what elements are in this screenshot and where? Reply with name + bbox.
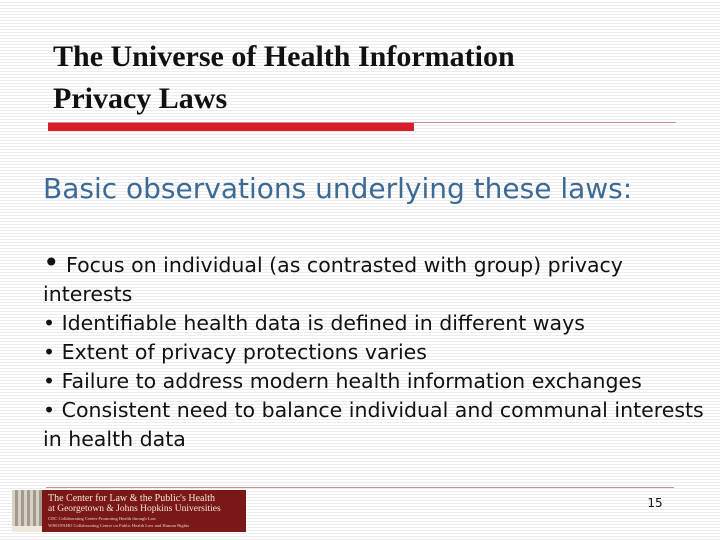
logo-line-1: The Center for Law & the Public's Health (48, 493, 216, 504)
title-line-2: Privacy Laws (53, 82, 228, 115)
slide-title (53, 36, 693, 120)
logo-line-2: at Georgetown & Johns Hopkins Universities (48, 504, 221, 514)
bullet-text: Extent of privacy protections varies (61, 340, 427, 364)
pillars-base (12, 526, 42, 532)
slide-subtitle: Basic observations underlying these laws: (43, 172, 633, 205)
bullet-list (43, 246, 713, 454)
bullet-marker: • (43, 246, 60, 279)
bullet-marker: • (43, 311, 56, 335)
bullet-item (43, 338, 713, 367)
bullet-text: Identifiable health data is defined in different ways (61, 311, 585, 335)
bullet-text: Focus on individual (as contrasted with group) privacy interests (43, 253, 623, 306)
bullet-text: Consistent need to balance individual and communal interests in health data (43, 398, 704, 451)
bullet-marker: • (43, 398, 56, 422)
bullet-item (43, 246, 713, 309)
title-line-1: The Universe of Health Information (53, 40, 515, 73)
bullet-text: Failure to address modern health information exchanges (61, 369, 642, 393)
footer-divider (46, 487, 674, 488)
bullet-item (43, 309, 713, 338)
center-logo (12, 490, 246, 532)
bullet-item (43, 396, 713, 454)
bullet-marker: • (43, 340, 56, 364)
bullet-marker: • (43, 369, 56, 393)
page-number: 15 (647, 496, 663, 510)
logo-line-3: CDC Collaborating Center Promoting Health through Law (48, 516, 156, 521)
logo-line-4: WHO/PAHO Collaborating Center on Public Health Law and Human Rights (48, 523, 190, 528)
bullet-item (43, 367, 713, 396)
title-accent-bar (48, 123, 414, 131)
